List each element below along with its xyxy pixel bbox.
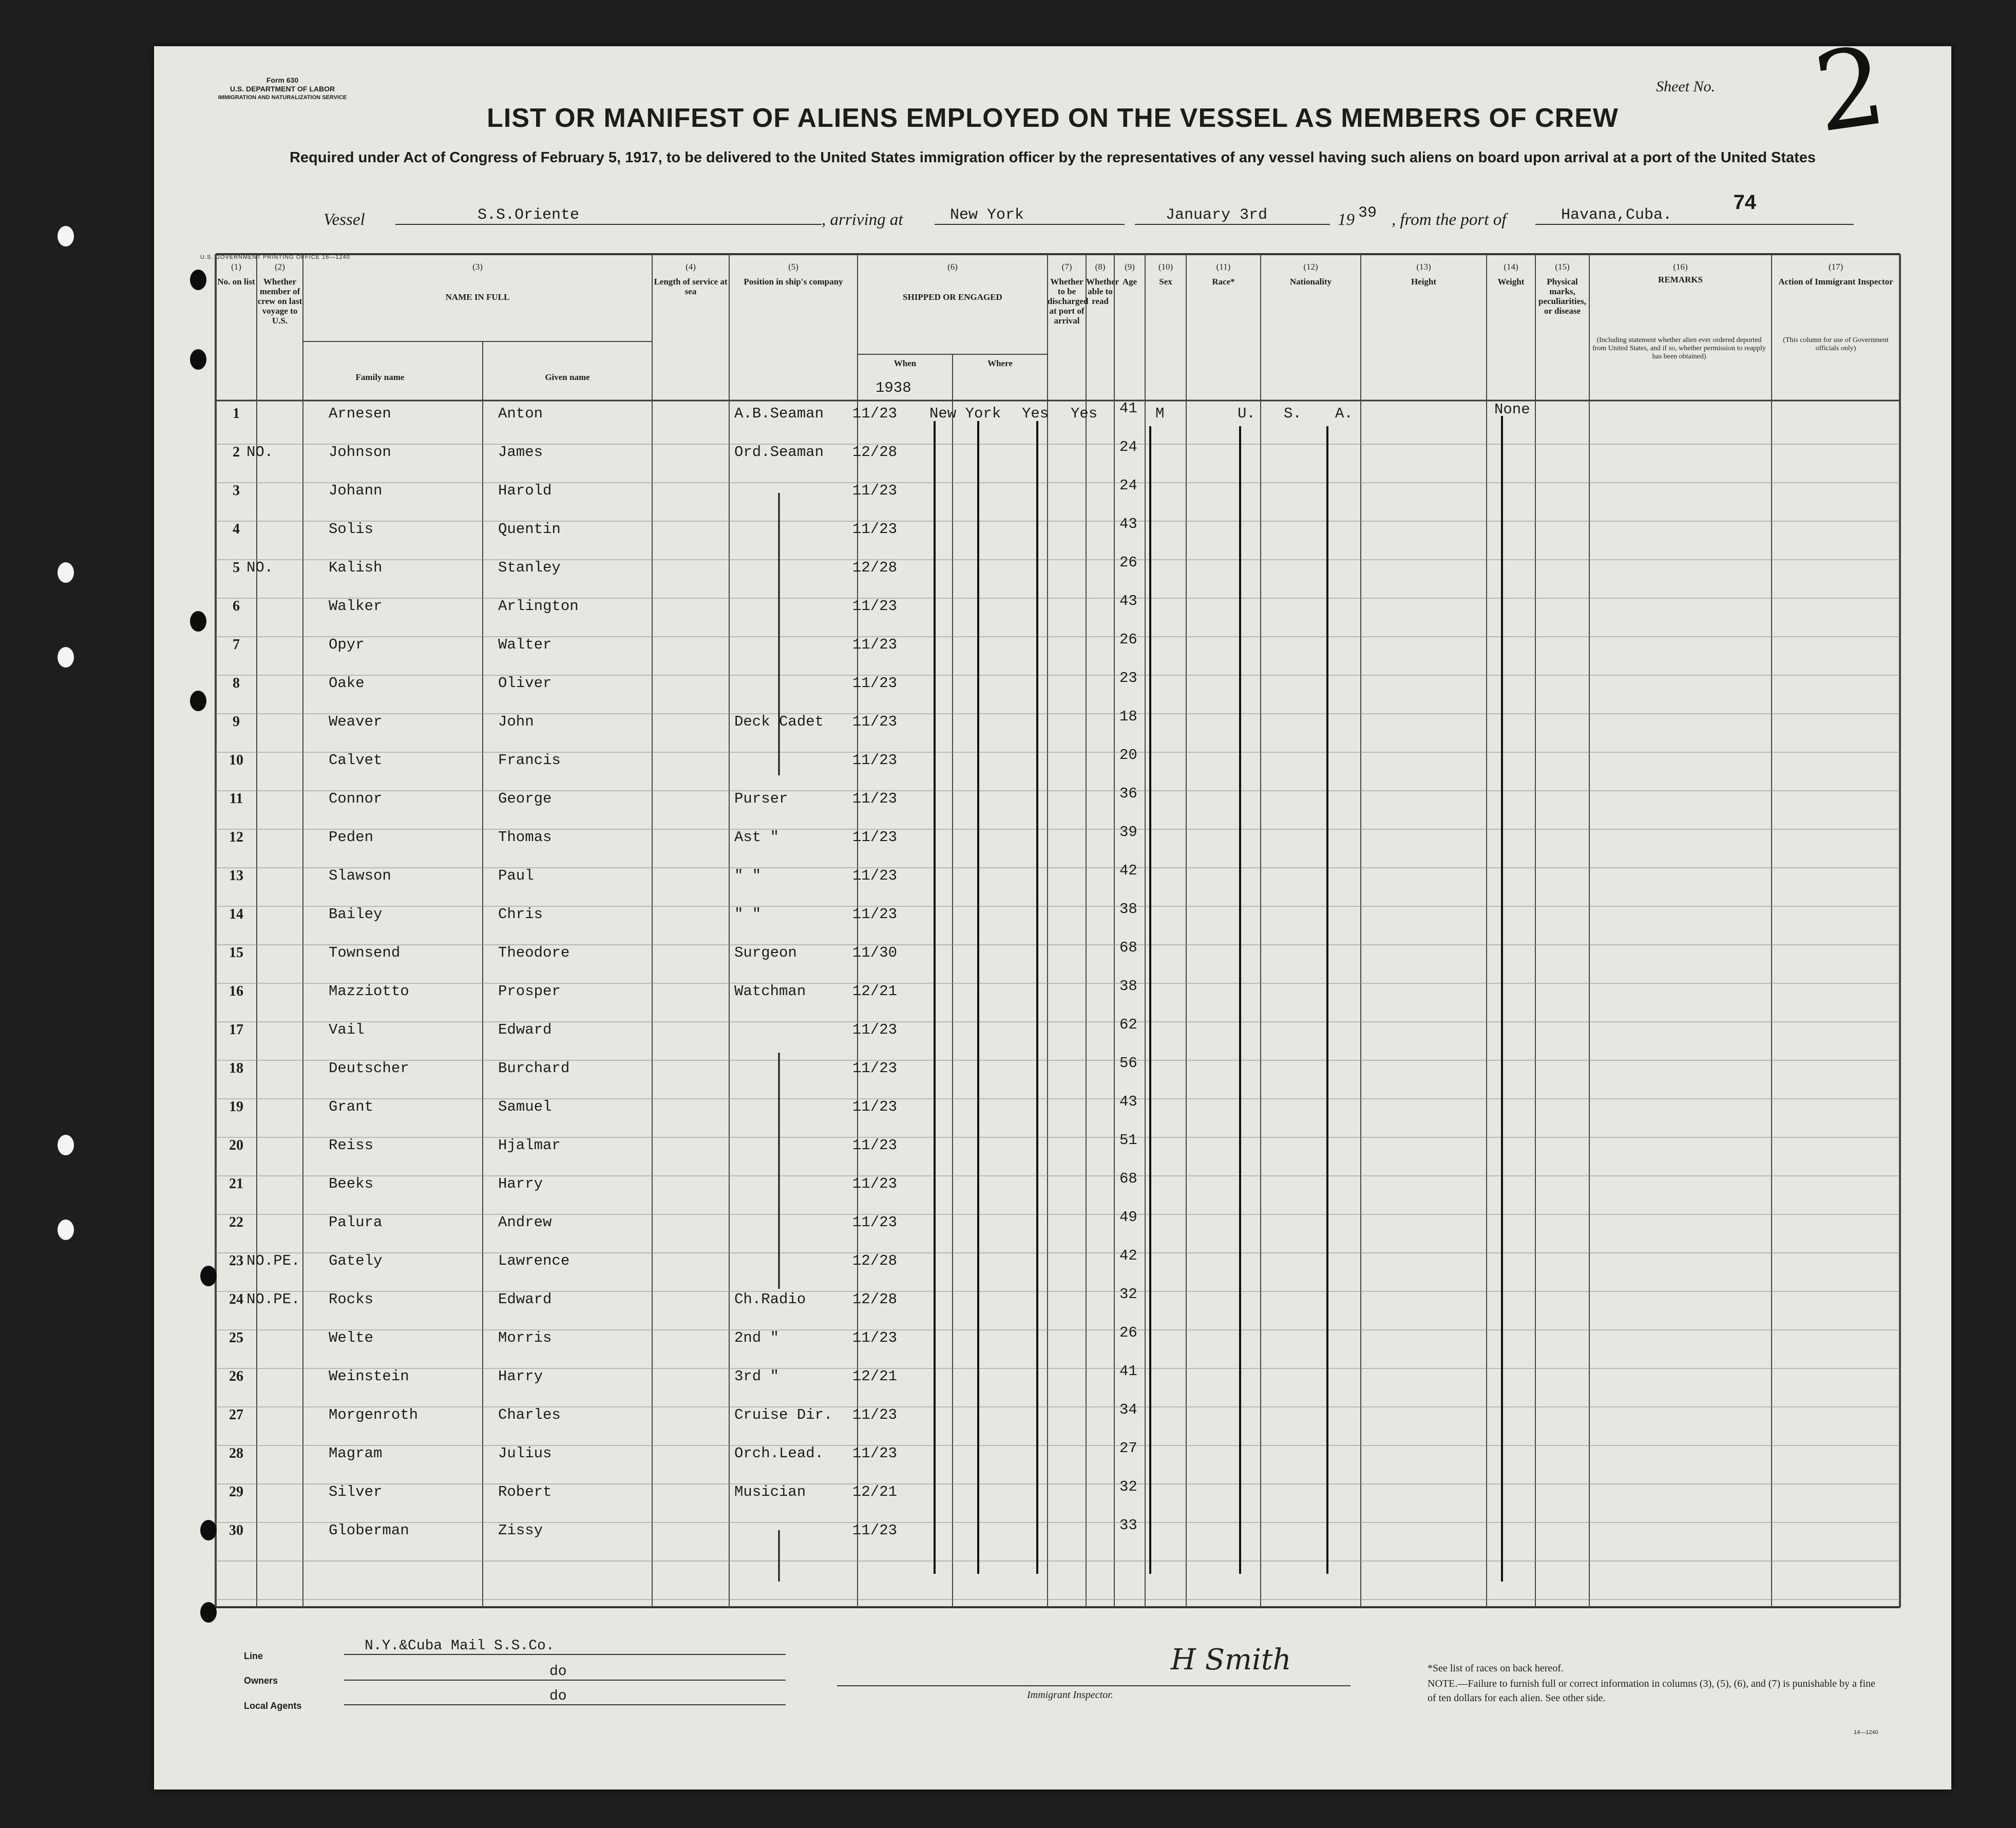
family-name: Townsend — [329, 944, 401, 961]
age-value: 43 — [1119, 593, 1137, 610]
age-value: 41 — [1119, 1363, 1137, 1380]
year-prefix: 19 — [1338, 211, 1355, 229]
shipped-date: 11/23 — [852, 1406, 898, 1423]
where-value: New York — [929, 405, 1001, 422]
given-name: Quentin — [498, 521, 561, 538]
inspector-label: Immigrant Inspector. — [1027, 1689, 1113, 1701]
shipped-date: 11/23 — [852, 1329, 898, 1346]
row-number: 24 — [229, 1291, 243, 1307]
column-title: Nationality — [1289, 277, 1332, 287]
given-name: Harry — [498, 1368, 543, 1385]
family-name: Deutscher — [329, 1060, 409, 1077]
given-name: Paul — [498, 867, 534, 884]
owners-value: do — [344, 1664, 786, 1681]
row-number: 11 — [229, 791, 243, 807]
age-value: 26 — [1119, 1324, 1137, 1341]
page-subtitle: Required under Act of Congress of February 5, 1917, to be delivered to the United States immigration officer by the representatives of any vessel having such aliens on board upon arrival at a port of the United States — [289, 149, 1816, 166]
family-name: Johann — [329, 482, 383, 499]
row-number: 27 — [229, 1407, 243, 1423]
shipped-date: 12/28 — [852, 1291, 898, 1308]
binder-hole — [58, 226, 74, 246]
departure-port: Havana,Cuba. — [1535, 206, 1854, 225]
shipped-date: 12/28 — [852, 1252, 898, 1269]
column-title: Physical marks, peculiarities, or disease — [1538, 277, 1586, 316]
shipped-date: 11/23 — [852, 867, 898, 884]
given-name: Hjalmar — [498, 1137, 561, 1154]
row-number: 9 — [233, 714, 240, 730]
given-name: Burchard — [498, 1060, 570, 1077]
column-number: (6) — [947, 262, 958, 272]
column-header — [1086, 262, 1119, 306]
ship-position: Musician — [734, 1483, 806, 1500]
column-header — [1048, 262, 1089, 326]
sex-value: M — [1155, 405, 1165, 422]
ship-position: Orch.Lead. — [734, 1445, 824, 1462]
age-value: 41 — [1119, 400, 1137, 417]
given-name: Chris — [498, 906, 543, 923]
family-name: Slawson — [329, 867, 391, 884]
ship-position: 3rd " — [734, 1368, 779, 1385]
ship-position: Ord.Seaman — [734, 444, 824, 461]
sheet-number-label: Sheet No. — [1656, 78, 1715, 95]
family-name: Weinstein — [329, 1368, 409, 1385]
given-name: John — [498, 713, 534, 730]
given-name: Oliver — [498, 675, 552, 692]
given-name: Thomas — [498, 829, 552, 846]
row-number: 25 — [229, 1330, 243, 1346]
shipped-date: 12/28 — [852, 559, 898, 576]
age-value: 43 — [1119, 516, 1137, 532]
age-value: 33 — [1119, 1517, 1137, 1534]
column-title: REMARKS — [1658, 275, 1703, 284]
row-number: 14 — [229, 906, 243, 922]
row-number: 12 — [229, 829, 243, 845]
family-name: Oake — [329, 675, 365, 692]
shipped-date: 11/23 — [852, 482, 898, 499]
shipped-date: 11/23 — [852, 906, 898, 923]
shipped-date: 12/21 — [852, 1368, 898, 1385]
local-agents-label: Local Agents — [244, 1701, 302, 1711]
form-number: Form 630 — [266, 76, 299, 84]
column-title: Age — [1122, 277, 1137, 287]
action-note: (This column for use of Government officials only) — [1783, 336, 1889, 352]
column-number: (12) — [1303, 262, 1318, 272]
row-number: 13 — [229, 868, 243, 884]
row-number: 28 — [229, 1445, 243, 1461]
family-name: Connor — [329, 790, 383, 807]
column-title: Whether to be discharged at port of arrival — [1048, 277, 1089, 326]
shipped-date: 11/23 — [852, 790, 898, 807]
column-number: (13) — [1416, 262, 1431, 272]
family-name: Reiss — [329, 1137, 374, 1154]
binder-hole — [58, 1135, 74, 1155]
line-value: N.Y.&Cuba Mail S.S.Co. — [344, 1638, 786, 1655]
column-title: Weight — [1497, 277, 1525, 287]
age-value: 51 — [1119, 1132, 1137, 1149]
row-number: 7 — [233, 637, 240, 653]
column-title: Position in ship's company — [744, 277, 843, 287]
age-value: 43 — [1119, 1093, 1137, 1110]
given-name: Andrew — [498, 1214, 552, 1231]
ship-position: Purser — [734, 790, 788, 807]
service-name: IMMIGRATION AND NATURALIZATION SERVICE — [218, 94, 347, 101]
family-name: Solis — [329, 521, 374, 538]
age-value: 26 — [1119, 631, 1137, 648]
previous-voyage: NO.PE. — [246, 1252, 300, 1269]
sheet-number: 2 — [1807, 22, 1893, 157]
discharge-value: Yes — [1022, 405, 1049, 422]
row-number: 18 — [229, 1060, 243, 1076]
age-value: 23 — [1119, 670, 1137, 687]
column-number: (11) — [1216, 262, 1231, 272]
shipped-date: 11/30 — [852, 944, 898, 961]
binder-hole — [58, 647, 74, 668]
column-number: (4) — [686, 262, 696, 272]
row-number: 20 — [229, 1137, 243, 1153]
family-name: Mazziotto — [329, 983, 409, 1000]
row-number: 15 — [229, 945, 243, 961]
column-header — [1589, 262, 1772, 284]
ship-position: Deck Cadet — [734, 713, 824, 730]
binder-hole — [190, 349, 206, 370]
ship-position: Watchman — [734, 983, 806, 1000]
given-name: Charles — [498, 1406, 561, 1423]
family-name-header: Family name — [355, 372, 405, 382]
signature-line — [837, 1684, 1351, 1686]
column-title: Action of Immigrant Inspector — [1778, 277, 1893, 287]
family-name: Bailey — [329, 906, 383, 923]
column-title: Whether able to read — [1086, 277, 1119, 306]
family-name: Walker — [329, 598, 383, 615]
given-name: Harry — [498, 1175, 543, 1192]
row-number: 3 — [233, 483, 240, 499]
ship-position: Surgeon — [734, 944, 797, 961]
given-name: Francis — [498, 752, 561, 769]
family-name: Palura — [329, 1214, 383, 1231]
column-number: (1) — [231, 262, 241, 272]
ship-position: Ch.Radio — [734, 1291, 806, 1308]
family-name: Beeks — [329, 1175, 374, 1192]
shipped-date: 11/23 — [852, 1098, 898, 1115]
ship-position: Cruise Dir. — [734, 1406, 833, 1423]
ship-position: 2nd " — [734, 1329, 779, 1346]
column-header — [1361, 262, 1487, 287]
arriving-label: , arriving at — [822, 211, 903, 229]
shipped-date: 11/23 — [852, 521, 898, 538]
given-name-header: Given name — [545, 372, 590, 382]
column-number: (5) — [788, 262, 798, 272]
row-number: 19 — [229, 1099, 243, 1115]
given-name: Anton — [498, 405, 543, 422]
age-value: 62 — [1119, 1016, 1137, 1033]
row-number: 5 — [233, 560, 240, 576]
family-name: Weaver — [329, 713, 383, 730]
race-value: U. — [1238, 405, 1256, 422]
family-name: Rocks — [329, 1291, 374, 1308]
family-name: Globerman — [329, 1522, 409, 1539]
vessel-label: Vessel — [324, 211, 365, 229]
age-value: 42 — [1119, 862, 1137, 879]
family-name: Opyr — [329, 636, 365, 653]
age-value: 38 — [1119, 978, 1137, 995]
given-name: Harold — [498, 482, 552, 499]
shipped-date: 12/21 — [852, 1483, 898, 1500]
vessel-name: S.S.Oriente — [395, 206, 822, 225]
nationality-value-2: A. — [1335, 405, 1353, 422]
column-header — [257, 262, 303, 326]
column-title: No. on list — [217, 277, 255, 287]
family-name: Morgenroth — [329, 1406, 419, 1423]
when-header: When — [893, 358, 917, 368]
family-name: Gately — [329, 1252, 383, 1269]
row-number: 10 — [229, 752, 243, 768]
column-header — [1186, 262, 1261, 287]
shipped-date: 11/23 — [852, 598, 898, 615]
age-value: 20 — [1119, 747, 1137, 764]
previous-voyage: NO. — [246, 559, 274, 576]
column-number: (14) — [1504, 262, 1518, 272]
family-name: Kalish — [329, 559, 383, 576]
given-name: James — [498, 444, 543, 461]
row-number: 1 — [233, 406, 240, 422]
row-number: 17 — [229, 1022, 243, 1038]
printer-mark: U.S. GOVERNMENT PRINTING OFFICE 16—1240 — [200, 254, 350, 260]
family-name: Arnesen — [329, 405, 391, 422]
inspector-signature: H Smith — [1171, 1643, 1291, 1677]
column-header — [652, 262, 729, 296]
column-header — [858, 262, 1048, 302]
shipped-date: 11/23 — [852, 405, 898, 422]
age-value: 49 — [1119, 1209, 1137, 1226]
shipped-date: 11/23 — [852, 829, 898, 846]
shipped-date: 11/23 — [852, 1060, 898, 1077]
ship-position: A.B.Seaman — [734, 405, 824, 422]
races-note: *See list of races on back hereof. — [1428, 1663, 1564, 1674]
row-number: 23 — [229, 1253, 243, 1269]
from-port-label: , from the port of — [1392, 211, 1507, 229]
read-value: Yes — [1071, 405, 1098, 422]
row-number: 26 — [229, 1368, 243, 1384]
binder-hole — [190, 611, 206, 632]
ship-position: " " — [734, 867, 762, 884]
given-name: Edward — [498, 1291, 552, 1308]
column-number: (3) — [472, 262, 483, 272]
row-number: 29 — [229, 1484, 243, 1500]
row-number: 2 — [233, 444, 240, 460]
age-value: 39 — [1119, 824, 1137, 841]
manifest-sheet — [154, 22, 1951, 1789]
binder-hole — [190, 691, 206, 711]
age-value: 32 — [1119, 1286, 1137, 1303]
age-value: 32 — [1119, 1478, 1137, 1495]
shipped-date: 12/21 — [852, 983, 898, 1000]
family-name: Welte — [329, 1329, 374, 1346]
column-number: (9) — [1125, 262, 1135, 272]
age-value: 36 — [1119, 785, 1137, 802]
column-header — [1114, 262, 1145, 287]
column-number: (15) — [1555, 262, 1570, 272]
given-name: Edward — [498, 1021, 552, 1038]
column-title: Sex — [1159, 277, 1172, 287]
family-name: Grant — [329, 1098, 374, 1115]
binder-hole — [58, 1220, 74, 1240]
document-number: 74 — [1733, 191, 1756, 214]
nationality-value-1: S. — [1284, 405, 1302, 422]
row-number: 30 — [229, 1522, 243, 1538]
column-header — [1772, 262, 1900, 287]
previous-voyage: NO. — [246, 444, 274, 461]
given-name: Robert — [498, 1483, 552, 1500]
column-title: Whether member of crew on last voyage to U.S. — [257, 277, 302, 326]
column-header — [1535, 262, 1589, 316]
shipped-date: 12/28 — [852, 444, 898, 461]
column-title: Length of service at sea — [654, 277, 728, 296]
shipped-date: 11/23 — [852, 675, 898, 692]
given-name: Samuel — [498, 1098, 552, 1115]
row-number: 6 — [233, 598, 240, 614]
row-number: 4 — [233, 521, 240, 537]
shipped-date: 11/23 — [852, 1021, 898, 1038]
marks-value: None — [1494, 401, 1530, 418]
shipped-date: 11/23 — [852, 1137, 898, 1154]
age-value: 24 — [1119, 439, 1137, 455]
page-title: LIST OR MANIFEST OF ALIENS EMPLOYED ON THE VESSEL AS MEMBERS OF CREW — [487, 103, 1619, 133]
form-code: 14—1240 — [1854, 1729, 1878, 1736]
binder-hole — [200, 1602, 217, 1623]
column-title: NAME IN FULL — [445, 292, 510, 302]
department-name: U.S. DEPARTMENT OF LABOR — [230, 85, 335, 93]
shipped-date: 11/23 — [852, 1522, 898, 1539]
shipped-date: 11/23 — [852, 1175, 898, 1192]
column-number: (16) — [1673, 262, 1688, 272]
column-number: (10) — [1158, 262, 1173, 272]
column-header — [1145, 262, 1186, 287]
given-name: Zissy — [498, 1522, 543, 1539]
binder-hole — [200, 1266, 217, 1286]
given-name: Lawrence — [498, 1252, 570, 1269]
column-number: (7) — [1061, 262, 1072, 272]
arrival-port: New York — [935, 206, 1125, 225]
age-value: 56 — [1119, 1055, 1137, 1072]
shipped-year: 1938 — [876, 379, 911, 396]
given-name: Morris — [498, 1329, 552, 1346]
family-name: Magram — [329, 1445, 383, 1462]
column-header — [729, 262, 858, 287]
given-name: Theodore — [498, 944, 570, 961]
ship-position: " " — [734, 906, 762, 923]
shipped-date: 11/23 — [852, 713, 898, 730]
column-title: SHIPPED OR ENGAGED — [903, 292, 1002, 302]
ship-position: Ast " — [734, 829, 779, 846]
row-number: 16 — [229, 983, 243, 999]
shipped-date: 11/23 — [852, 1214, 898, 1231]
column-header — [303, 262, 652, 302]
previous-voyage: NO.PE. — [246, 1291, 300, 1308]
shipped-date: 11/23 — [852, 1445, 898, 1462]
remarks-note: (Including statement whether alien ever ordered deported from United States, and if so, whether permission to reapply has been obtained) — [1592, 336, 1766, 360]
age-value: 68 — [1119, 939, 1137, 956]
owners-label: Owners — [244, 1675, 278, 1686]
column-title: Height — [1411, 277, 1437, 287]
family-name: Vail — [329, 1021, 365, 1038]
given-name: Julius — [498, 1445, 552, 1462]
column-number: (2) — [275, 262, 285, 272]
given-name: George — [498, 790, 552, 807]
column-header — [1261, 262, 1361, 287]
column-header — [1487, 262, 1535, 287]
family-name: Silver — [329, 1483, 383, 1500]
arrival-date: January 3rd — [1135, 206, 1330, 225]
row-number: 21 — [229, 1176, 243, 1192]
age-value: 68 — [1119, 1170, 1137, 1187]
row-number: 8 — [233, 675, 240, 691]
column-header — [216, 262, 257, 287]
column-number: (17) — [1828, 262, 1843, 272]
age-value: 24 — [1119, 477, 1137, 494]
family-name: Peden — [329, 829, 374, 846]
penalty-note: NOTE.—Failure to furnish full or correct information in columns (3), (5), (6), and (7) is punishable by a fine of ten dollars for each alien. See other side. — [1428, 1678, 1876, 1704]
binder-hole — [200, 1520, 217, 1540]
family-name: Johnson — [329, 444, 391, 461]
age-value: 34 — [1119, 1401, 1137, 1418]
year-suffix: 39 — [1358, 204, 1377, 222]
family-name: Calvet — [329, 752, 383, 769]
column-number: (8) — [1095, 262, 1106, 272]
age-value: 27 — [1119, 1440, 1137, 1457]
given-name: Arlington — [498, 598, 579, 615]
binder-hole — [58, 562, 74, 583]
age-value: 18 — [1119, 708, 1137, 725]
given-name: Stanley — [498, 559, 561, 576]
age-value: 42 — [1119, 1247, 1137, 1264]
binder-hole — [190, 270, 206, 290]
shipped-date: 11/23 — [852, 752, 898, 769]
line-label: Line — [244, 1651, 263, 1661]
local-agents-value: do — [344, 1688, 786, 1705]
given-name: Prosper — [498, 983, 561, 1000]
column-title: Race* — [1212, 277, 1235, 287]
age-value: 26 — [1119, 554, 1137, 571]
shipped-date: 11/23 — [852, 636, 898, 653]
age-value: 38 — [1119, 901, 1137, 918]
given-name: Walter — [498, 636, 552, 653]
row-number: 22 — [229, 1214, 243, 1230]
where-header: Where — [987, 358, 1013, 368]
